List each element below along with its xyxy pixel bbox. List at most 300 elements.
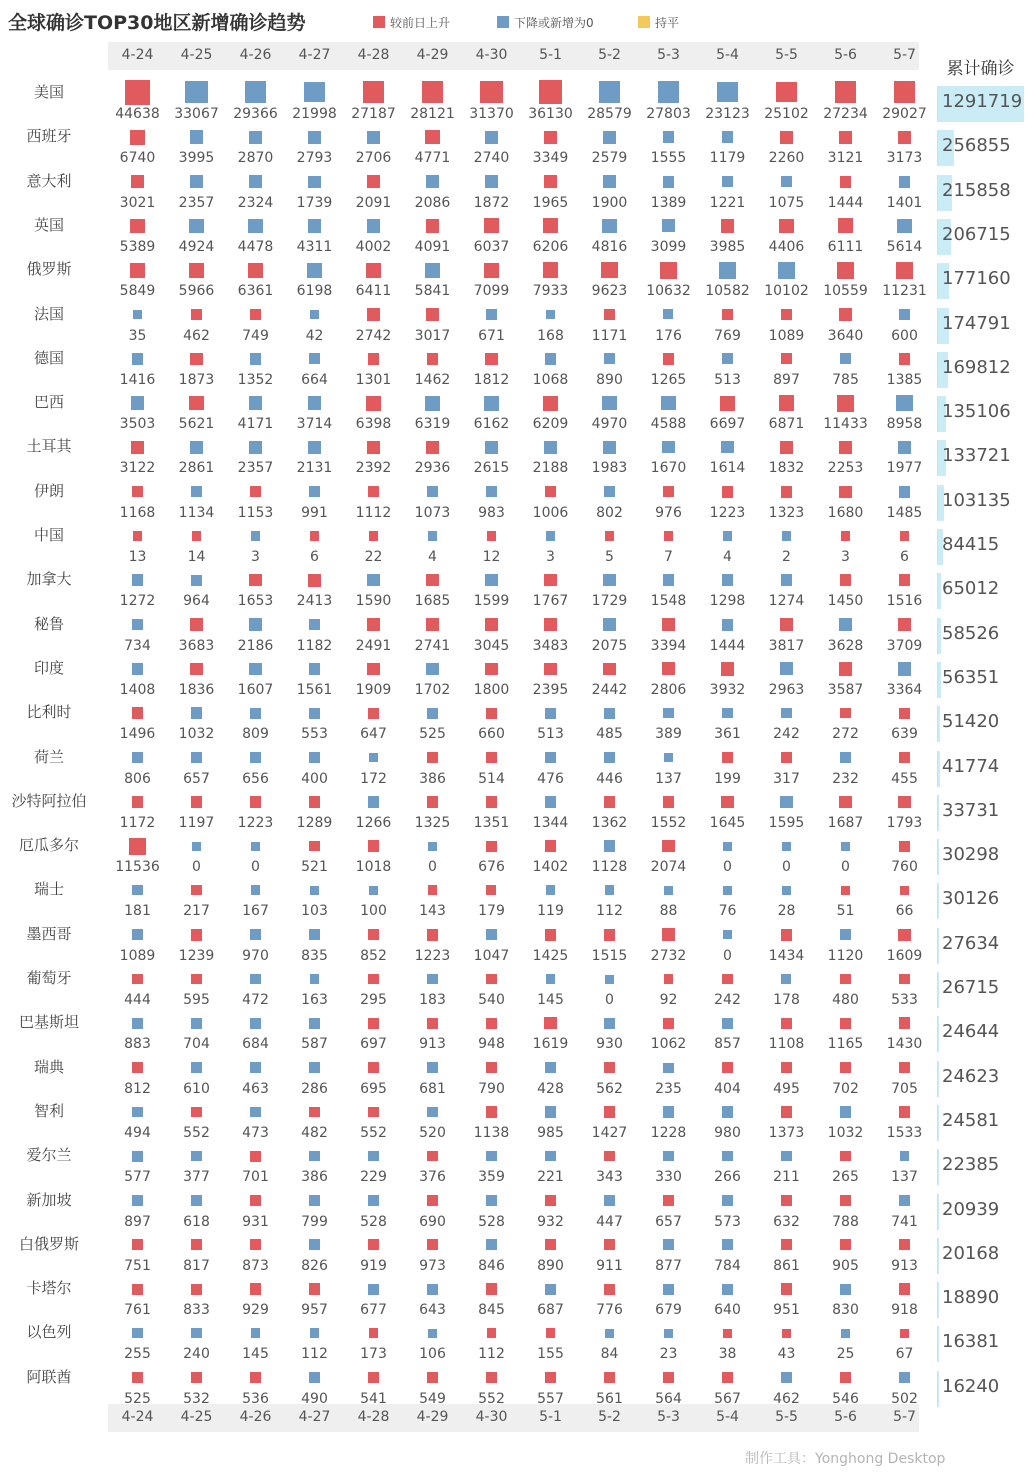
value-label: 705 — [891, 1080, 918, 1097]
value-label: 446 — [596, 770, 623, 787]
trend-square — [662, 618, 675, 631]
value-label: 776 — [596, 1302, 623, 1319]
value-label: 2 — [782, 549, 791, 565]
value-label: 4771 — [414, 150, 451, 167]
trend-square — [249, 175, 262, 188]
value-label: 3 — [841, 549, 850, 565]
value-label: 741 — [891, 1213, 918, 1230]
trend-square — [427, 1372, 438, 1383]
trend-square — [839, 308, 853, 322]
trend-square — [486, 1062, 497, 1073]
trend-square — [840, 1284, 851, 1295]
trend-square — [130, 219, 145, 234]
cumulative-divider — [937, 1061, 938, 1097]
value-label: 3122 — [119, 460, 156, 477]
trend-square — [132, 1284, 143, 1295]
value-label: 4970 — [591, 416, 628, 433]
value-label: 2741 — [414, 637, 451, 654]
cumulative-divider — [937, 1326, 938, 1362]
value-label: 495 — [773, 1080, 800, 1097]
trend-square — [251, 842, 260, 851]
value-label: 1812 — [473, 371, 510, 388]
trend-square — [838, 218, 853, 233]
value-label: 567 — [714, 1390, 741, 1407]
value-label: 112 — [596, 903, 623, 920]
cumulative-divider — [937, 308, 938, 344]
trend-square — [604, 1372, 615, 1383]
cumulative-divider — [937, 130, 938, 166]
cumulative-value: 133721 — [942, 445, 1011, 467]
trend-square — [545, 1106, 556, 1117]
country-label: 瑞士 — [33, 880, 64, 899]
trend-square — [250, 1062, 261, 1073]
value-label: 482 — [301, 1124, 328, 1141]
trend-square — [782, 842, 791, 851]
value-label: 1729 — [591, 593, 628, 610]
trend-square — [191, 707, 202, 718]
trend-square — [898, 441, 910, 453]
value-label: 6361 — [237, 283, 274, 300]
trend-square — [780, 131, 793, 144]
cumulative-value: 22385 — [942, 1154, 1000, 1176]
cumulative-value: 33731 — [942, 799, 1000, 821]
cumulative-divider — [937, 839, 938, 875]
value-label: 137 — [655, 770, 682, 787]
trend-square — [840, 752, 850, 762]
date-label-top: 4-30 — [475, 47, 508, 63]
country-label: 以色列 — [26, 1323, 72, 1342]
trend-square — [367, 441, 380, 454]
value-label: 549 — [419, 1390, 446, 1407]
value-label: 1298 — [709, 593, 746, 610]
date-label-bottom: 5-3 — [657, 1409, 680, 1425]
value-label: 1182 — [296, 637, 333, 654]
trend-square — [132, 929, 143, 940]
trend-square — [132, 796, 144, 808]
value-label: 557 — [537, 1390, 564, 1407]
cumulative-divider — [937, 86, 938, 122]
trend-square — [486, 486, 497, 497]
country-label: 加拿大 — [26, 570, 72, 589]
trend-square — [309, 796, 321, 808]
value-label: 1965 — [532, 194, 569, 211]
trend-square — [664, 886, 674, 896]
value-label: 1533 — [886, 1124, 923, 1141]
value-label: 704 — [183, 1036, 210, 1053]
country-label: 比利时 — [26, 703, 72, 722]
trend-square — [368, 1107, 379, 1118]
value-label: 11433 — [823, 416, 868, 433]
value-label: 1108 — [768, 1036, 805, 1053]
value-label: 6198 — [296, 283, 333, 300]
value-label: 3640 — [827, 327, 864, 344]
trend-square — [544, 1017, 556, 1029]
value-label: 1172 — [119, 814, 156, 831]
value-label: 255 — [124, 1346, 151, 1363]
value-label: 12 — [482, 549, 501, 565]
trend-square — [546, 885, 556, 895]
cumulative-value: 26715 — [942, 977, 1000, 998]
cumulative-divider — [937, 573, 938, 609]
country-label: 厄瓜多尔 — [18, 836, 79, 855]
country-label: 英国 — [33, 215, 64, 234]
trend-square — [132, 1107, 143, 1118]
value-label: 1018 — [355, 859, 392, 876]
cumulative-value: 41774 — [942, 755, 1000, 777]
trend-square — [604, 929, 616, 941]
value-label: 1112 — [355, 504, 392, 521]
value-label: 21998 — [292, 106, 337, 122]
value-label: 3121 — [827, 150, 864, 167]
trend-square — [190, 175, 203, 188]
date-label-top: 4-24 — [121, 47, 154, 63]
date-label-top: 4-26 — [239, 47, 272, 63]
value-label: 27234 — [823, 106, 868, 122]
trend-square — [368, 1062, 379, 1073]
value-label: 647 — [360, 726, 387, 743]
trend-square — [308, 441, 320, 453]
country-label: 俄罗斯 — [26, 260, 72, 279]
value-label: 35 — [128, 327, 147, 344]
value-label: 3683 — [178, 637, 215, 654]
cumulative-value: 24581 — [942, 1109, 1000, 1131]
trend-square — [899, 1283, 910, 1294]
trend-square — [250, 1239, 261, 1250]
trend-square — [132, 574, 144, 586]
trend-square — [249, 441, 262, 454]
trend-square — [723, 1329, 732, 1338]
value-label: 232 — [832, 770, 859, 787]
value-label: 10582 — [705, 283, 750, 300]
trend-square — [310, 531, 319, 540]
trend-square — [190, 353, 202, 365]
value-label: 2806 — [650, 681, 687, 698]
trend-square — [604, 1284, 615, 1295]
value-label: 664 — [301, 371, 328, 388]
trend-square — [133, 310, 142, 319]
trend-square — [426, 574, 438, 586]
trend-square — [191, 885, 201, 895]
value-label: 846 — [478, 1257, 505, 1274]
trend-square — [132, 1372, 143, 1383]
value-label: 4311 — [296, 238, 333, 255]
date-label-bottom: 5-5 — [775, 1409, 798, 1425]
trend-square — [192, 531, 201, 540]
trend-square — [545, 929, 557, 941]
trend-square — [368, 974, 378, 984]
value-label: 0 — [605, 992, 614, 1008]
value-label: 681 — [419, 1080, 446, 1097]
trend-square — [251, 885, 261, 895]
value-label: 1402 — [532, 859, 569, 876]
trend-square — [485, 618, 498, 631]
trend-square — [486, 974, 497, 985]
cumulative-value: 18890 — [942, 1287, 1000, 1309]
cumulative-value: 16381 — [942, 1331, 1000, 1353]
trend-square — [427, 752, 437, 762]
cumulative-divider — [937, 529, 938, 565]
value-label: 980 — [714, 1124, 741, 1141]
trend-square — [426, 308, 439, 321]
trend-square — [839, 618, 853, 632]
value-label: 873 — [242, 1257, 269, 1274]
value-label: 833 — [183, 1302, 210, 1319]
value-label: 217 — [183, 903, 210, 920]
value-label: 66 — [895, 903, 914, 920]
trend-square — [251, 1328, 261, 1338]
trend-square — [840, 1195, 851, 1206]
value-label: 3995 — [178, 150, 215, 167]
value-label: 2186 — [237, 637, 274, 654]
value-label: 1685 — [414, 593, 451, 610]
value-label: 11231 — [882, 283, 927, 300]
value-label: 0 — [841, 859, 850, 876]
trend-square — [722, 1239, 733, 1250]
trend-square — [544, 618, 557, 631]
trend-square — [191, 796, 203, 808]
trend-square — [486, 1018, 497, 1029]
value-label: 145 — [242, 1346, 269, 1363]
trend-square — [603, 175, 615, 187]
value-label: 6206 — [532, 238, 569, 255]
trend-square — [899, 176, 911, 188]
trend-square — [191, 1328, 201, 1338]
value-label: 1408 — [119, 681, 156, 698]
value-label: 1274 — [768, 593, 805, 610]
value-label: 643 — [419, 1302, 446, 1319]
value-label: 852 — [360, 947, 387, 964]
value-label: 857 — [714, 1036, 741, 1053]
trend-square — [485, 175, 497, 187]
value-label: 2413 — [296, 593, 333, 610]
value-label: 8958 — [886, 416, 923, 433]
trend-square — [899, 752, 910, 763]
trend-square — [604, 1151, 614, 1161]
cumulative-divider — [937, 1238, 938, 1274]
value-label: 211 — [773, 1169, 800, 1186]
trend-square — [899, 974, 910, 985]
trend-square — [125, 80, 150, 105]
trend-square — [191, 1284, 202, 1295]
value-label: 3817 — [768, 637, 805, 654]
value-label: 343 — [596, 1169, 623, 1186]
trend-square — [839, 441, 852, 454]
trend-square — [367, 131, 380, 144]
trend-square — [308, 574, 321, 587]
trend-square — [663, 796, 675, 808]
trend-square — [132, 1062, 143, 1073]
trend-square — [368, 1195, 379, 1206]
value-label: 1272 — [119, 593, 156, 610]
value-label: 0 — [428, 859, 437, 876]
trend-square — [602, 396, 616, 410]
trend-square — [899, 1106, 911, 1118]
trend-square — [307, 263, 322, 278]
trend-square — [249, 663, 261, 675]
cumulative-value: 84415 — [942, 534, 1000, 555]
value-label: 5 — [605, 549, 614, 565]
value-label: 112 — [478, 1346, 505, 1363]
trend-square — [662, 840, 674, 852]
value-label: 897 — [773, 371, 800, 388]
value-label: 2742 — [355, 327, 392, 344]
trend-square — [900, 886, 910, 896]
value-label: 932 — [537, 1213, 564, 1230]
trend-square — [604, 309, 616, 321]
value-label: 386 — [301, 1169, 328, 1186]
value-label: 657 — [655, 1213, 682, 1230]
value-label: 6697 — [709, 416, 746, 433]
value-label: 1873 — [178, 371, 215, 388]
trend-square — [663, 574, 675, 586]
trend-square — [722, 131, 734, 143]
trend-square — [368, 929, 379, 940]
value-label: 1301 — [355, 371, 392, 388]
trend-square — [839, 131, 852, 144]
value-label: 1595 — [768, 814, 805, 831]
trend-square — [663, 309, 673, 319]
value-label: 702 — [832, 1080, 859, 1097]
country-label: 秘鲁 — [33, 614, 64, 633]
cumulative-value: 30126 — [942, 888, 1000, 910]
value-label: 1221 — [709, 194, 746, 211]
trend-square — [900, 531, 909, 540]
cumulative-divider — [937, 972, 938, 1008]
trend-square — [721, 662, 735, 676]
value-label: 5614 — [886, 238, 923, 255]
value-label: 84 — [600, 1346, 619, 1363]
trend-square — [781, 1151, 791, 1161]
trend-square — [132, 1328, 142, 1338]
value-label: 6871 — [768, 416, 805, 433]
trend-square — [427, 1151, 437, 1161]
value-label: 155 — [537, 1346, 564, 1363]
cumulative-value: 174791 — [942, 312, 1011, 334]
value-label: 3932 — [709, 681, 746, 698]
trend-square — [309, 929, 320, 940]
cumulative-divider — [937, 219, 938, 255]
trend-square — [369, 886, 379, 896]
value-label: 1425 — [532, 947, 569, 964]
value-label: 5966 — [178, 283, 215, 300]
trend-square — [250, 1283, 261, 1294]
value-label: 473 — [242, 1124, 269, 1141]
trend-square — [782, 886, 791, 895]
cumulative-divider — [937, 751, 938, 787]
trend-square — [132, 1018, 143, 1029]
trend-square — [722, 752, 732, 762]
trend-square — [782, 1329, 791, 1338]
trend-square — [604, 1195, 615, 1206]
value-label: 1450 — [827, 593, 864, 610]
value-label: 561 — [596, 1390, 623, 1407]
value-label: 3483 — [532, 637, 569, 654]
trend-square — [717, 82, 738, 103]
value-label: 1680 — [827, 504, 864, 521]
value-label: 1836 — [178, 681, 215, 698]
date-label-bottom: 4-29 — [416, 1409, 449, 1425]
value-label: 1793 — [886, 814, 923, 831]
trend-square — [897, 219, 912, 234]
trend-square — [486, 885, 496, 895]
value-label: 514 — [478, 770, 505, 787]
value-label: 4406 — [768, 238, 805, 255]
trend-square — [486, 1372, 497, 1383]
trend-square — [368, 486, 380, 498]
trend-square — [898, 929, 910, 941]
value-label: 784 — [714, 1257, 741, 1274]
value-label: 163 — [301, 992, 328, 1008]
value-label: 9623 — [591, 283, 628, 300]
trend-square — [663, 176, 675, 188]
country-label: 白俄罗斯 — [18, 1234, 79, 1253]
value-label: 31370 — [469, 106, 514, 122]
trend-square — [723, 930, 732, 939]
value-label: 42 — [305, 327, 324, 344]
value-label: 88 — [659, 903, 678, 920]
value-label: 656 — [242, 770, 269, 787]
trend-square — [425, 396, 440, 411]
trend-square — [840, 1151, 850, 1161]
value-label: 1515 — [591, 947, 628, 964]
cumulative-value: 20939 — [942, 1198, 1000, 1220]
value-label: 6111 — [827, 238, 864, 255]
value-label: 1223 — [414, 947, 451, 964]
trend-square — [369, 531, 378, 540]
trend-square — [839, 796, 851, 808]
trend-square — [191, 309, 202, 320]
value-label: 1444 — [709, 637, 746, 654]
value-label: 462 — [773, 1390, 800, 1407]
trend-square — [189, 219, 203, 233]
trend-square — [719, 262, 736, 279]
trend-square — [781, 752, 791, 762]
country-label: 卡塔尔 — [26, 1279, 72, 1298]
value-label: 697 — [360, 1036, 387, 1053]
value-label: 2870 — [237, 150, 274, 167]
value-label: 690 — [419, 1213, 446, 1230]
value-label: 178 — [773, 992, 800, 1008]
trend-square — [604, 1239, 615, 1250]
value-label: 6 — [310, 549, 319, 565]
value-label: 761 — [124, 1302, 151, 1319]
trend-square — [427, 974, 437, 984]
value-label: 1047 — [473, 947, 510, 964]
value-label: 4091 — [414, 238, 451, 255]
trend-square — [250, 708, 261, 719]
trend-square — [308, 131, 321, 144]
trend-square — [781, 486, 793, 498]
trend-square — [369, 753, 379, 763]
legend-up-swatch — [373, 16, 385, 28]
trend-square — [722, 1062, 733, 1073]
value-label: 100 — [360, 903, 387, 920]
trend-square — [310, 886, 320, 896]
value-label: 1351 — [473, 814, 510, 831]
value-label: 173 — [360, 1346, 387, 1363]
trend-square — [245, 81, 267, 103]
trend-square — [898, 131, 911, 144]
trend-square — [250, 1151, 261, 1162]
trend-square — [428, 531, 437, 540]
trend-square — [900, 1151, 910, 1161]
trend-square — [484, 263, 499, 278]
value-label: 1134 — [178, 504, 215, 521]
value-label: 1289 — [296, 814, 333, 831]
trend-square — [546, 1328, 556, 1338]
trend-square — [486, 841, 497, 852]
trend-square — [663, 1284, 674, 1295]
